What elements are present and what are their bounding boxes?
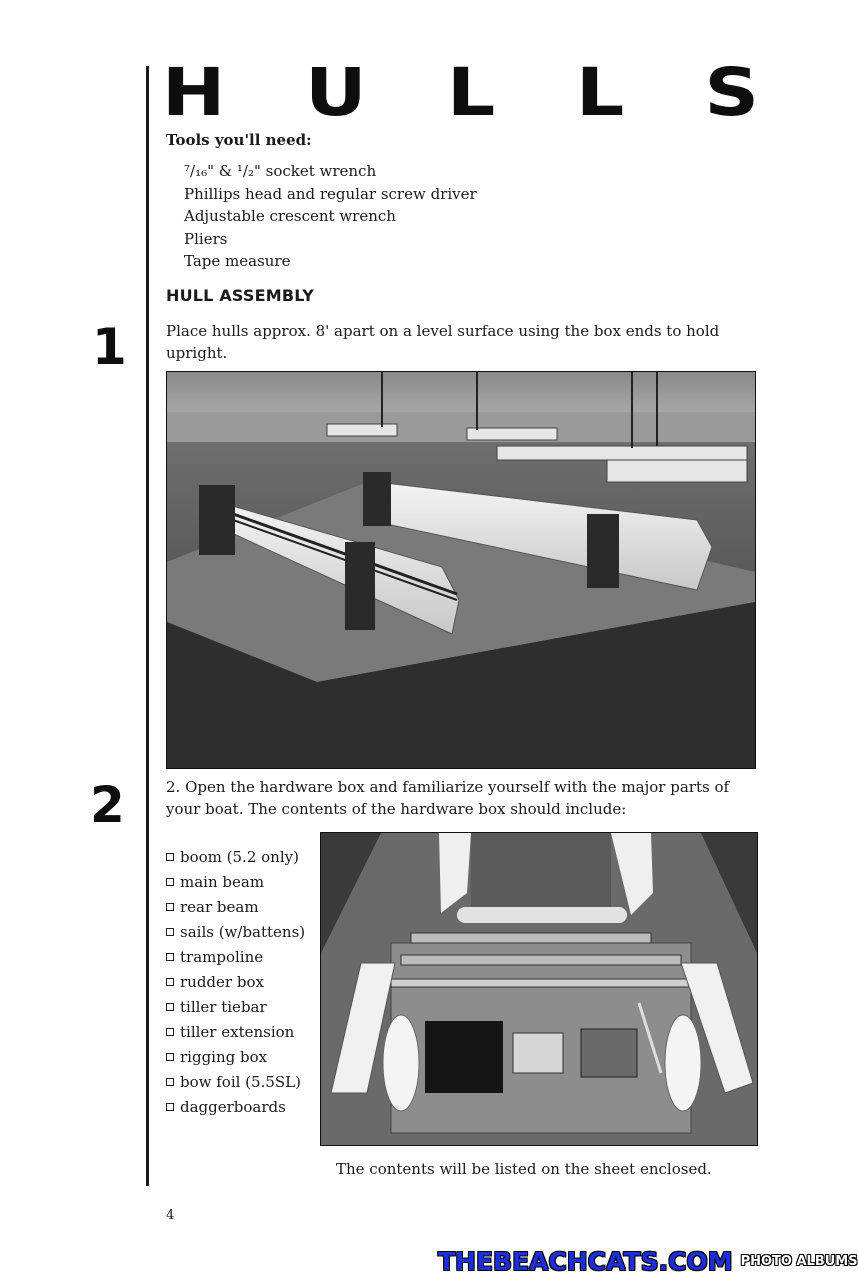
checkbox-icon <box>166 1003 174 1011</box>
checkbox-icon <box>166 878 174 886</box>
checklist-item <box>166 1070 305 1095</box>
checklist-item <box>166 945 305 970</box>
tool-item: Phillips head and regular screw driver <box>184 184 477 203</box>
checklist-label: main beam <box>180 873 265 891</box>
checklist-label: rigging box <box>180 1048 268 1066</box>
title-letter: L <box>575 54 625 131</box>
tools-list <box>184 160 477 273</box>
hardware-contents-illustration <box>321 833 757 1145</box>
hulls-on-beach-illustration <box>167 372 755 768</box>
checklist-label: trampoline <box>180 948 264 966</box>
title-letter: U <box>304 54 367 131</box>
checkbox-icon <box>166 853 174 861</box>
watermark-logo <box>438 1245 858 1277</box>
checkbox-icon <box>166 928 174 936</box>
tool-item: Adjustable crescent wrench <box>184 207 396 225</box>
step-text: Place hulls approx. 8' apart on a level surface using the box ends to hold upright. <box>166 322 720 362</box>
hardware-checklist <box>166 845 305 1120</box>
watermark-sub: PHOTO ALBUMS <box>740 1253 858 1269</box>
checkbox-icon <box>166 978 174 986</box>
title-letter: L <box>446 54 495 131</box>
watermark-main: THEBEACHCATS.COM <box>438 1246 733 1276</box>
checklist-label: bow foil (5.5SL) <box>180 1073 301 1091</box>
checklist-item <box>166 920 305 945</box>
step-number: 1 <box>92 318 127 376</box>
title-letter: H <box>161 54 226 131</box>
left-margin-rule <box>146 66 149 1186</box>
title-letter: S <box>704 54 760 131</box>
checkbox-icon <box>166 953 174 961</box>
checklist-item <box>166 895 305 920</box>
checklist-item <box>166 1045 305 1070</box>
checklist-item <box>166 1020 305 1045</box>
checklist-item <box>166 845 305 870</box>
checkbox-icon <box>166 1053 174 1061</box>
step-text: 2. Open the hardware box and familiarize yourself with the major parts of your boat. The contents of the hardware box should include: <box>166 778 730 818</box>
checklist-label: rudder box <box>180 973 264 991</box>
step-number: 2 <box>90 776 125 834</box>
checklist-item <box>166 1095 305 1120</box>
checklist-label: daggerboards <box>180 1098 286 1116</box>
checkbox-icon <box>166 1078 174 1086</box>
tool-item: Pliers <box>184 229 228 248</box>
page-title <box>161 54 760 131</box>
tool-item: ⁷/₁₆" & ¹/₂" socket wrench <box>184 162 377 180</box>
tool-item: Tape measure <box>184 252 291 270</box>
checklist-label: tiller extension <box>180 1023 295 1041</box>
checklist-item <box>166 995 305 1020</box>
photo-caption: The contents will be listed on the sheet enclosed. <box>336 1160 712 1178</box>
checklist-label: sails (w/battens) <box>180 923 306 941</box>
section-heading: HULL ASSEMBLY <box>166 286 314 305</box>
checkbox-icon <box>166 1028 174 1036</box>
checkbox-icon <box>166 903 174 911</box>
checklist-item <box>166 870 305 895</box>
checklist-label: rear beam <box>180 898 259 916</box>
hardware-box-contents-photo <box>320 832 758 1146</box>
checkbox-icon <box>166 1103 174 1111</box>
checklist-label: tiller tiebar <box>180 998 267 1016</box>
checklist-label: boom (5.2 only) <box>180 848 299 866</box>
tools-heading: Tools you'll need: <box>166 131 312 149</box>
page-number: 4 <box>166 1208 175 1223</box>
checklist-item <box>166 970 305 995</box>
hulls-on-beach-photo <box>166 371 756 769</box>
